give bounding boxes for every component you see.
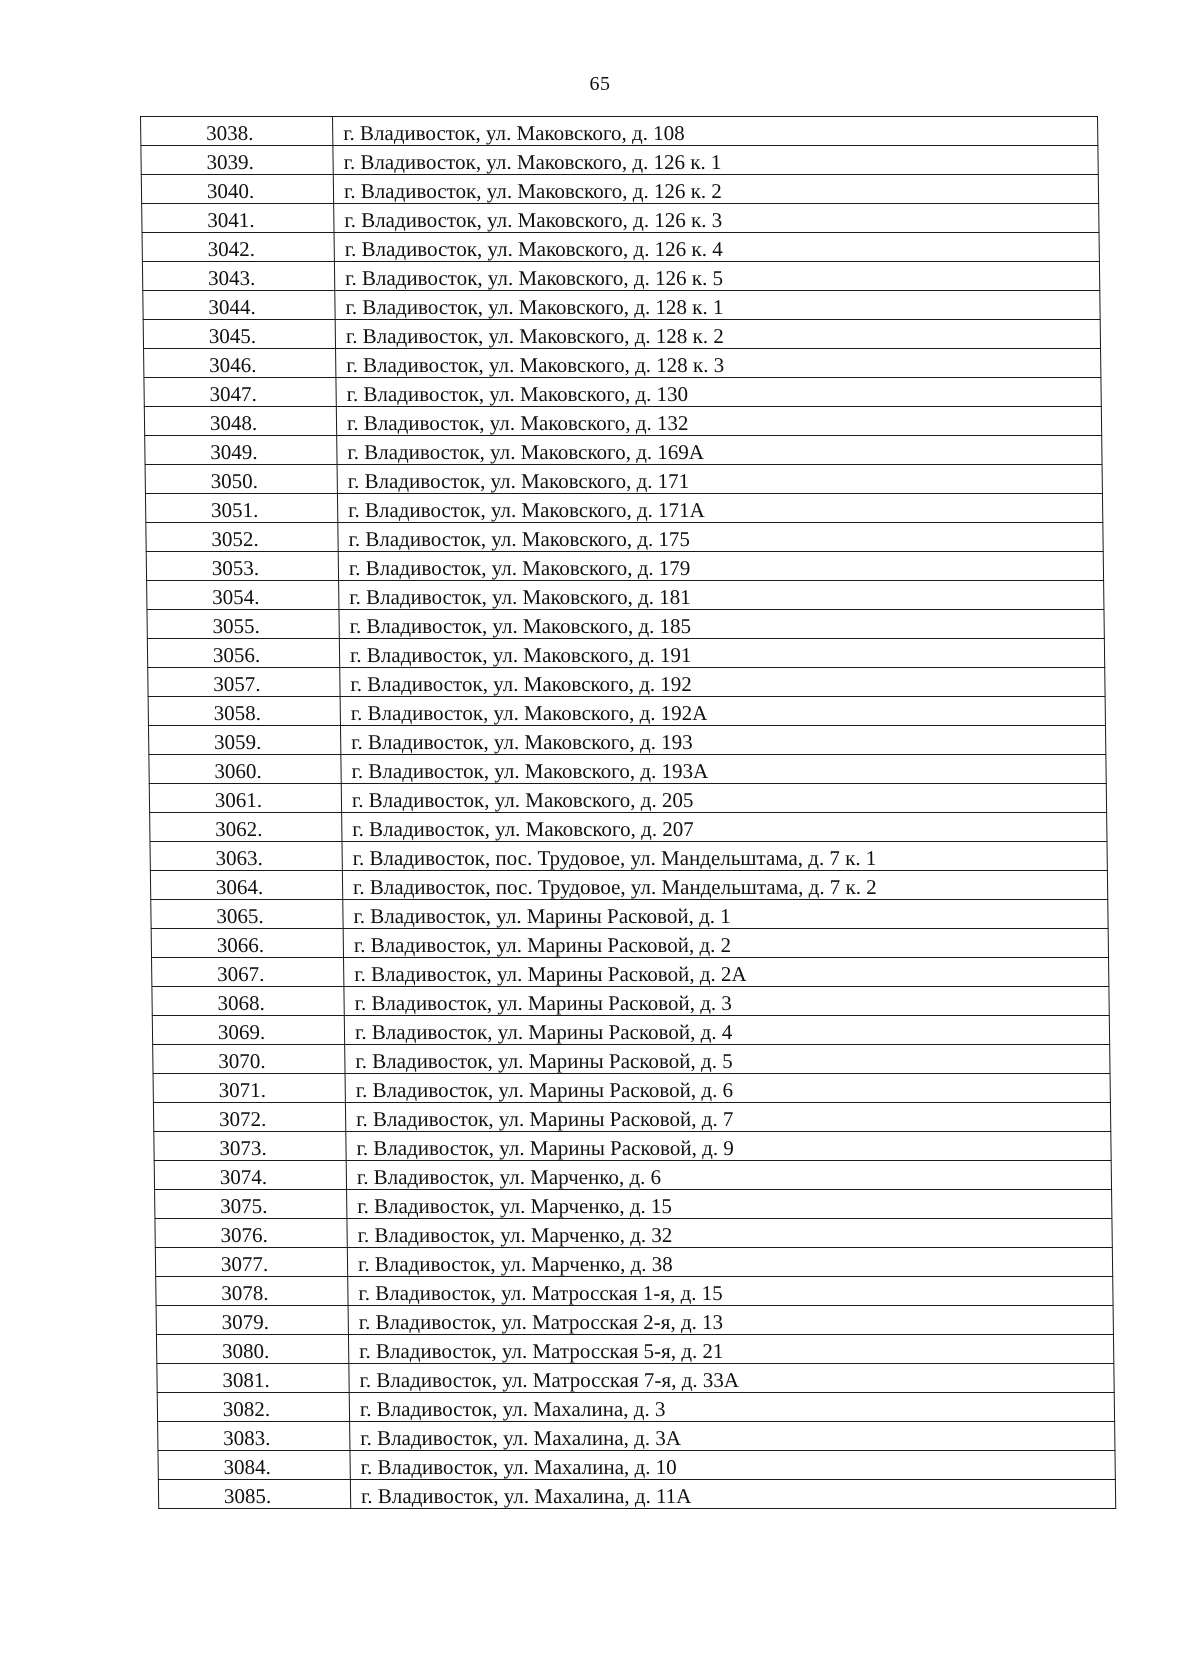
row-number-cell: 3057. xyxy=(148,668,340,697)
row-number-cell: 3048. xyxy=(144,407,336,436)
address-cell: г. Владивосток, ул. Маковского, д. 207 xyxy=(342,813,1107,842)
row-number-cell: 3054. xyxy=(147,581,339,610)
address-cell: г. Владивосток, ул. Марченко, д. 32 xyxy=(347,1219,1112,1248)
address-cell: г. Владивосток, ул. Маковского, д. 126 к. 3 xyxy=(334,204,1099,233)
table-row xyxy=(152,1016,1109,1045)
address-cell: г. Владивосток, ул. Махалина, д. 11А xyxy=(350,1480,1115,1509)
address-cell: г. Владивосток, ул. Марины Расковой, д. 6 xyxy=(345,1074,1110,1103)
table-row xyxy=(158,1480,1115,1509)
row-number-cell: 3074. xyxy=(154,1161,346,1190)
table-row xyxy=(141,117,1098,146)
table-row xyxy=(144,407,1101,436)
row-number-cell: 3043. xyxy=(142,262,334,291)
table-row xyxy=(145,494,1102,523)
table-row xyxy=(156,1306,1113,1335)
row-number-cell: 3055. xyxy=(147,610,339,639)
address-cell: г. Владивосток, пос. Трудовое, ул. Мандельштама, д. 7 к. 2 xyxy=(342,871,1107,900)
address-cell: г. Владивосток, ул. Махалина, д. 3А xyxy=(350,1422,1115,1451)
row-number-cell: 3079. xyxy=(156,1306,348,1335)
table-row xyxy=(155,1248,1112,1277)
address-cell: г. Владивосток, ул. Марины Расковой, д. 3 xyxy=(344,987,1109,1016)
row-number-cell: 3061. xyxy=(149,784,341,813)
row-number-cell: 3044. xyxy=(143,291,335,320)
row-number-cell: 3082. xyxy=(157,1393,349,1422)
address-cell: г. Владивосток, ул. Маковского, д. 126 к. 1 xyxy=(333,146,1098,175)
address-cell: г. Владивосток, ул. Маковского, д. 126 к. 4 xyxy=(334,233,1099,262)
row-number-cell: 3046. xyxy=(144,349,336,378)
row-number-cell: 3041. xyxy=(142,204,334,233)
row-number-cell: 3064. xyxy=(150,871,342,900)
row-number-cell: 3065. xyxy=(151,900,343,929)
table-row xyxy=(142,204,1099,233)
row-number-cell: 3051. xyxy=(145,494,337,523)
address-cell: г. Владивосток, ул. Маковского, д. 175 xyxy=(338,523,1103,552)
address-cell: г. Владивосток, ул. Маковского, д. 128 к. 3 xyxy=(336,349,1101,378)
page-number: 65 xyxy=(589,73,611,95)
table-row xyxy=(144,378,1101,407)
table-row xyxy=(154,1132,1111,1161)
row-number-cell: 3038. xyxy=(141,117,333,146)
table-row xyxy=(151,900,1108,929)
address-cell: г. Владивосток, ул. Маковского, д. 126 к. 5 xyxy=(334,262,1099,291)
address-cell: г. Владивосток, ул. Марченко, д. 6 xyxy=(346,1161,1111,1190)
address-cell: г. Владивосток, ул. Маковского, д. 130 xyxy=(336,378,1101,407)
address-cell: г. Владивосток, ул. Махалина, д. 3 xyxy=(349,1393,1114,1422)
address-cell: г. Владивосток, ул. Маковского, д. 169А xyxy=(337,436,1102,465)
address-cell: г. Владивосток, ул. Маковского, д. 179 xyxy=(338,552,1103,581)
address-cell: г. Владивосток, ул. Маковского, д. 193 xyxy=(340,726,1105,755)
address-cell: г. Владивосток, ул. Маковского, д. 192А xyxy=(340,697,1105,726)
row-number-cell: 3062. xyxy=(150,813,342,842)
row-number-cell: 3056. xyxy=(147,639,339,668)
address-cell: г. Владивосток, ул. Матросская 5-я, д. 21 xyxy=(348,1335,1113,1364)
table-row xyxy=(148,726,1105,755)
row-number-cell: 3071. xyxy=(153,1074,345,1103)
address-cell: г. Владивосток, ул. Маковского, д. 193А xyxy=(341,755,1106,784)
table-row xyxy=(150,813,1107,842)
address-cell: г. Владивосток, ул. Маковского, д. 132 xyxy=(336,407,1101,436)
row-number-cell: 3068. xyxy=(152,987,344,1016)
address-cell: г. Владивосток, ул. Маковского, д. 171А xyxy=(337,494,1102,523)
address-cell: г. Владивосток, ул. Махалина, д. 10 xyxy=(350,1451,1115,1480)
table-row xyxy=(156,1277,1113,1306)
row-number-cell: 3080. xyxy=(156,1335,348,1364)
address-cell: г. Владивосток, ул. Марины Расковой, д. 9 xyxy=(346,1132,1111,1161)
row-number-cell: 3067. xyxy=(152,958,344,987)
row-number-cell: 3047. xyxy=(144,378,336,407)
table-row xyxy=(153,1045,1110,1074)
table-row xyxy=(151,929,1108,958)
table-row xyxy=(155,1190,1112,1219)
address-cell: г. Владивосток, ул. Маковского, д. 108 xyxy=(333,117,1098,146)
row-number-cell: 3045. xyxy=(143,320,335,349)
address-cell: г. Владивосток, ул. Матросская 1-я, д. 15 xyxy=(348,1277,1113,1306)
row-number-cell: 3083. xyxy=(158,1422,350,1451)
table-row xyxy=(150,871,1107,900)
table-row xyxy=(152,987,1109,1016)
address-cell: г. Владивосток, ул. Маковского, д. 181 xyxy=(339,581,1104,610)
address-table xyxy=(140,116,1116,1509)
row-number-cell: 3040. xyxy=(141,175,333,204)
table-row xyxy=(153,1103,1110,1132)
row-number-cell: 3042. xyxy=(142,233,334,262)
address-cell: г. Владивосток, ул. Маковского, д. 126 к. 2 xyxy=(333,175,1098,204)
table-row xyxy=(144,349,1101,378)
row-number-cell: 3050. xyxy=(145,465,337,494)
address-cell: г. Владивосток, пос. Трудовое, ул. Мандельштама, д. 7 к. 1 xyxy=(342,842,1107,871)
table-row xyxy=(154,1161,1111,1190)
address-cell: г. Владивосток, ул. Маковского, д. 191 xyxy=(339,639,1104,668)
row-number-cell: 3063. xyxy=(150,842,342,871)
row-number-cell: 3084. xyxy=(158,1451,350,1480)
address-cell: г. Владивосток, ул. Марины Расковой, д. 1 xyxy=(343,900,1108,929)
address-cell: г. Владивосток, ул. Марины Расковой, д. 4 xyxy=(344,1016,1109,1045)
table-row xyxy=(147,581,1104,610)
row-number-cell: 3072. xyxy=(153,1103,345,1132)
table-row xyxy=(148,697,1105,726)
table-row xyxy=(157,1393,1114,1422)
table-row xyxy=(158,1422,1115,1451)
address-cell: г. Владивосток, ул. Маковского, д. 205 xyxy=(341,784,1106,813)
table-row xyxy=(143,291,1100,320)
table-row xyxy=(147,639,1104,668)
table-row xyxy=(158,1451,1115,1480)
address-cell: г. Владивосток, ул. Марины Расковой, д. 2А xyxy=(344,958,1109,987)
address-cell: г. Владивосток, ул. Марины Расковой, д. 5 xyxy=(345,1045,1110,1074)
address-cell: г. Владивосток, ул. Матросская 2-я, д. 13 xyxy=(348,1306,1113,1335)
address-cell: г. Владивосток, ул. Маковского, д. 128 к. 2 xyxy=(335,320,1100,349)
address-cell: г. Владивосток, ул. Марины Расковой, д. 7 xyxy=(345,1103,1110,1132)
row-number-cell: 3070. xyxy=(153,1045,345,1074)
table-row xyxy=(155,1219,1112,1248)
address-cell: г. Владивосток, ул. Маковского, д. 185 xyxy=(339,610,1104,639)
table-row xyxy=(147,610,1104,639)
row-number-cell: 3052. xyxy=(146,523,338,552)
row-number-cell: 3066. xyxy=(151,929,343,958)
address-cell: г. Владивосток, ул. Маковского, д. 192 xyxy=(340,668,1105,697)
row-number-cell: 3075. xyxy=(155,1190,347,1219)
row-number-cell: 3078. xyxy=(156,1277,348,1306)
table-row xyxy=(146,552,1103,581)
row-number-cell: 3076. xyxy=(155,1219,347,1248)
row-number-cell: 3085. xyxy=(158,1480,350,1509)
table-row xyxy=(143,320,1100,349)
row-number-cell: 3069. xyxy=(152,1016,344,1045)
table-row xyxy=(141,175,1098,204)
address-table-body xyxy=(141,117,1116,1509)
table-row xyxy=(149,784,1106,813)
table-row xyxy=(156,1335,1113,1364)
table-row xyxy=(145,436,1102,465)
table-row xyxy=(141,146,1098,175)
table-row xyxy=(146,523,1103,552)
row-number-cell: 3058. xyxy=(148,697,340,726)
row-number-cell: 3073. xyxy=(154,1132,346,1161)
table-row xyxy=(142,262,1099,291)
row-number-cell: 3053. xyxy=(146,552,338,581)
row-number-cell: 3039. xyxy=(141,146,333,175)
row-number-cell: 3060. xyxy=(149,755,341,784)
row-number-cell: 3077. xyxy=(155,1248,347,1277)
table-row xyxy=(157,1364,1114,1393)
table-row xyxy=(142,233,1099,262)
table-row xyxy=(153,1074,1110,1103)
table-row xyxy=(150,842,1107,871)
table-row xyxy=(149,755,1106,784)
table-row xyxy=(148,668,1105,697)
address-cell: г. Владивосток, ул. Маковского, д. 128 к. 1 xyxy=(335,291,1100,320)
table-row xyxy=(152,958,1109,987)
address-cell: г. Владивосток, ул. Матросская 7-я, д. 33А xyxy=(349,1364,1114,1393)
row-number-cell: 3049. xyxy=(145,436,337,465)
address-cell: г. Владивосток, ул. Марченко, д. 38 xyxy=(347,1248,1112,1277)
address-cell: г. Владивосток, ул. Маковского, д. 171 xyxy=(337,465,1102,494)
address-cell: г. Владивосток, ул. Марины Расковой, д. 2 xyxy=(343,929,1108,958)
row-number-cell: 3059. xyxy=(148,726,340,755)
row-number-cell: 3081. xyxy=(157,1364,349,1393)
address-cell: г. Владивосток, ул. Марченко, д. 15 xyxy=(347,1190,1112,1219)
table-row xyxy=(145,465,1102,494)
